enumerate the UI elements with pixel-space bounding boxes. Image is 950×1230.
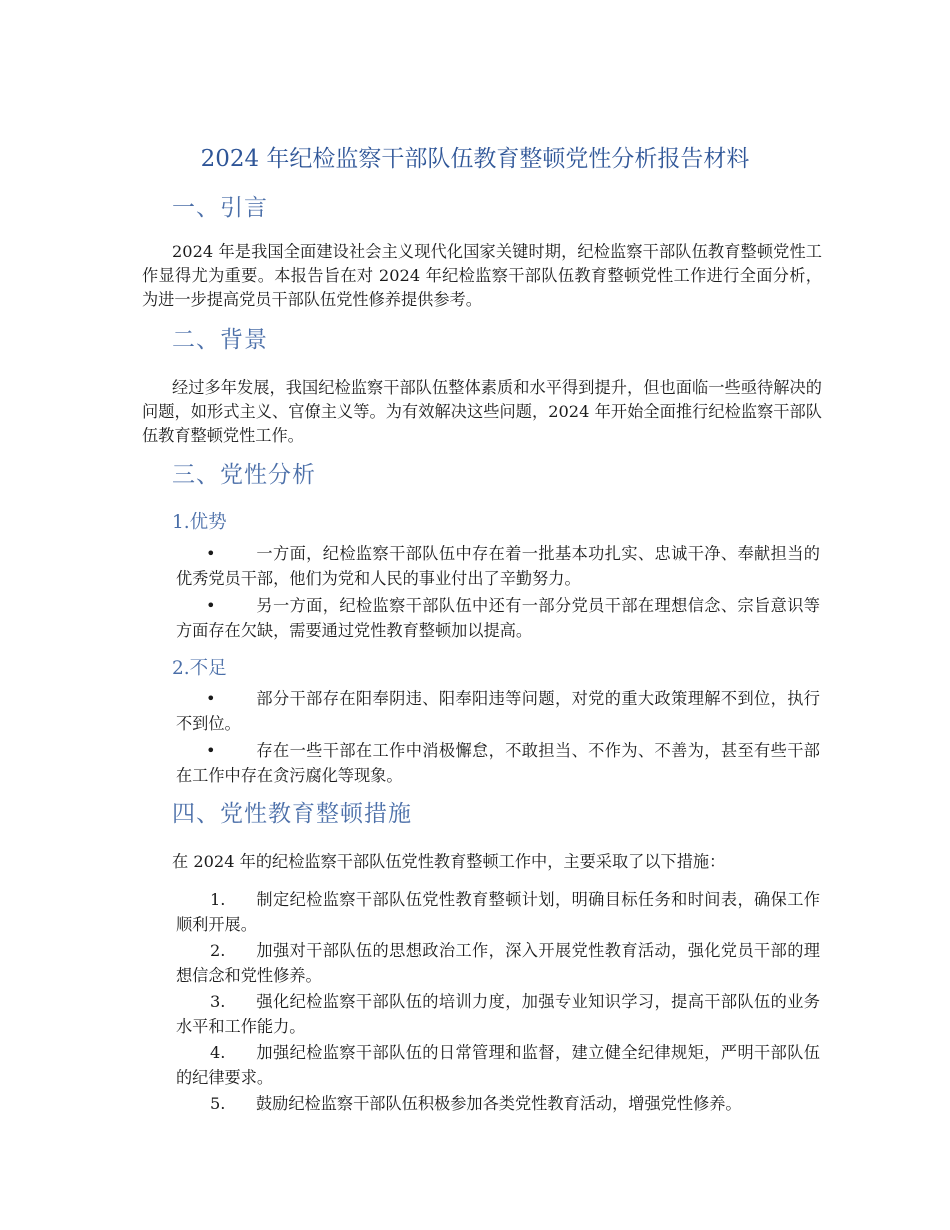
numbered-item (176, 1091, 820, 1116)
section-heading-background: 二、背景 (172, 327, 268, 353)
numbered-item (176, 1040, 820, 1090)
item-number: 1. (210, 890, 226, 909)
list-item (176, 738, 820, 788)
numbered-item-text: 鼓励纪检监察干部队伍积极参加各类党性教育活动，增强党性修养。 (256, 1094, 742, 1113)
item-number: 3. (210, 992, 226, 1011)
bullet-marker: • (206, 596, 216, 615)
section-heading-party-analysis: 三、党性分析 (172, 462, 316, 488)
item-number: 4. (210, 1043, 226, 1062)
list-item-text: 一方面，纪检监察干部队伍中存在着一批基本功扎实、忠诚干净、奉献担当的优秀党员干部，他们为党和人民的事业付出了辛勤努力。 (176, 544, 820, 588)
bullet-marker: • (206, 689, 216, 708)
list-item (176, 593, 820, 643)
list-item-text: 部分干部存在阳奉阴违、阳奉阳违等问题，对党的重大政策理解不到位，执行不到位。 (176, 689, 820, 733)
item-number: 2. (210, 941, 226, 960)
measures-intro: 在 2024 年的纪检监察干部队伍党性教育整顿工作中，主要采取了以下措施： (172, 852, 726, 871)
bullet-marker: • (206, 544, 216, 563)
background-paragraph: 经过多年发展，我国纪检监察干部队伍整体素质和水平得到提升，但也面临一些亟待解决的问题，如形式主义、官僚主义等。为有效解决这些问题，2024 年开始全面推行纪检监察干部队伍教育整顿党性工作。 (142, 378, 822, 445)
numbered-item (176, 938, 820, 988)
document-title: 2024 年纪检监察干部队伍教育整顿党性分析报告材料 (200, 146, 750, 172)
item-number: 5. (210, 1094, 226, 1113)
list-item (176, 686, 820, 736)
numbered-item-text: 强化纪检监察干部队伍的培训力度，加强专业知识学习，提高干部队伍的业务水平和工作能力。 (176, 992, 820, 1036)
list-item-text: 存在一些干部在工作中消极懈怠，不敢担当、不作为、不善为，甚至有些干部在工作中存在贪污腐化等现象。 (176, 741, 820, 785)
bullet-marker: • (206, 741, 216, 760)
numbered-item (176, 887, 820, 937)
numbered-item-text: 加强纪检监察干部队伍的日常管理和监督，建立健全纪律规矩，严明干部队伍的纪律要求。 (176, 1043, 820, 1087)
subsection-heading-weaknesses: 2.不足 (172, 658, 227, 679)
section-heading-measures: 四、党性教育整顿措施 (172, 801, 412, 827)
list-item (176, 541, 820, 591)
numbered-item-text: 制定纪检监察干部队伍党性教育整顿计划，明确目标任务和时间表，确保工作顺利开展。 (176, 890, 820, 934)
numbered-item (176, 989, 820, 1039)
subsection-heading-strengths: 1.优势 (172, 512, 227, 533)
introduction-paragraph: 2024 年是我国全面建设社会主义现代化国家关键时期，纪检监察干部队伍教育整顿党性工作显得尤为重要。本报告旨在对 2024 年纪检监察干部队伍教育整顿党性工作进行全面分析，为进一步提高党员干部队伍党性修养提供参考。 (142, 242, 822, 309)
numbered-item-text: 加强对干部队伍的思想政治工作，深入开展党性教育活动，强化党员干部的理想信念和党性修养。 (176, 941, 820, 985)
list-item-text: 另一方面，纪检监察干部队伍中还有一部分党员干部在理想信念、宗旨意识等方面存在欠缺，需要通过党性教育整顿加以提高。 (176, 596, 820, 640)
section-heading-introduction: 一、引言 (172, 195, 268, 221)
